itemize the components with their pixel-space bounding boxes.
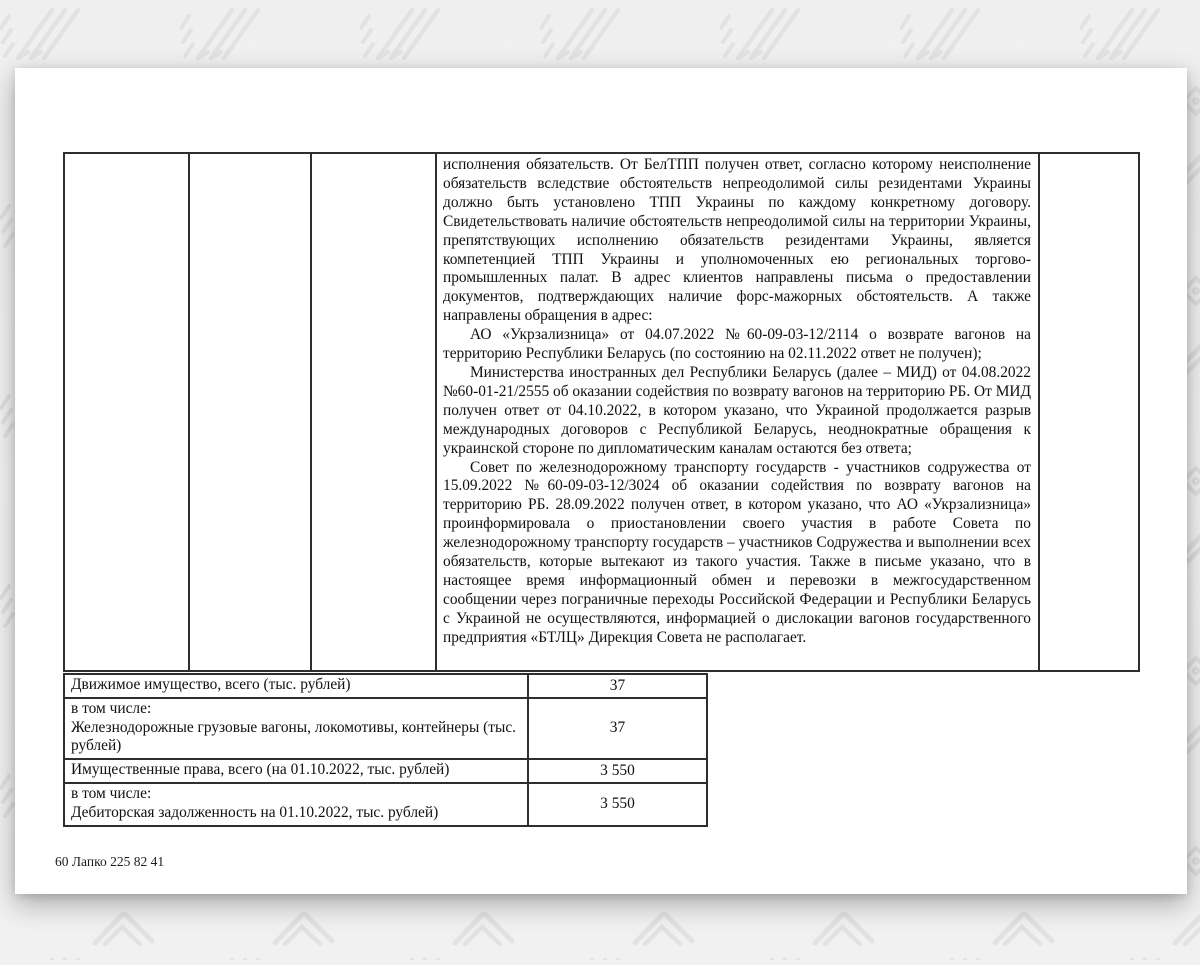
row-label: [65, 784, 529, 825]
property-table: [63, 673, 708, 827]
continuation-table: [63, 152, 1140, 672]
row-label-line: в том числе:: [71, 784, 152, 802]
row-value: 3 550: [600, 761, 635, 779]
table-cell-empty-1: [65, 154, 190, 670]
row-label-line: Имущественные права, всего (на 01.10.2022, тыс. рублей): [71, 761, 450, 779]
table-cell-empty-2: [190, 154, 312, 670]
row-label-line: в том числе:: [71, 699, 152, 717]
table-cell-empty-4: [1040, 154, 1138, 670]
row-label: [65, 675, 529, 697]
table-row: [65, 699, 706, 760]
table-row: [65, 675, 706, 699]
row-label-line: Движимое имущество, всего (тыс. рублей): [71, 676, 351, 693]
table-cell-empty-3: [312, 154, 437, 670]
row-value: 3 550: [600, 794, 635, 812]
row-label-line: Железнодорожные грузовые вагоны, локомотивы, контейнеры (тыс. рублей): [71, 718, 517, 755]
document-page: [15, 68, 1187, 894]
row-label: [65, 699, 529, 758]
row-value: 37: [609, 719, 626, 737]
paragraph-force-majeure: исполнения обязательств. От БелТПП получен ответ, согласно которому неисполнение обязательств вследствие обстоятельств непреодолимой силы резидентами Украины должно быть установлено ТПП Украины по каждому конкретному договору. Свидетельствовать наличие обстоятельств непреодолимой силы на территории Украины, препятствующих исполнению обязательств резидентами Украины, является компетенцией ТПП Украины и уполномоченных ею региональных торгово-промышленных палат. В адрес клиентов направлены письма о предоставлении документов, подтверждающих наличие форс-мажорных обстоятельств. А также направлены обращения в адрес:: [443, 156, 1031, 325]
paragraph-ukrzaliznytsia: АО «Укрзализница» от 04.07.2022 №60-09-03-12/2114 о возврате вагонов на территорию Республики Беларусь (по состоянию на 02.11.2022 ответ не получен);: [443, 326, 1031, 363]
row-label-line: Дебиторская задолженность на 01.10.2022, тыс. рублей): [71, 803, 439, 821]
page-footer-contact: 60 Лапко 225 82 41: [55, 854, 165, 869]
table-cell-body-text: [437, 154, 1040, 670]
table-row: [65, 760, 706, 784]
paragraph-mid: Министерства иностранных дел Республики Беларусь (далее – МИД) от 04.08.2022 №60-01-21/2555 об оказании содействия по возврату вагонов на территорию РБ. От МИД получен ответ от 04.10.2022, в котором указано, что Украиной продолжается разрыв международных договоров с Республикой Беларусь, неоднократные обращения к украинской стороне по дипломатическим каналам остаются без ответа;: [443, 363, 1032, 457]
row-value: 37: [609, 676, 626, 694]
table-row: [65, 784, 706, 825]
row-label: [65, 760, 529, 782]
paragraph-rail-council: Совет по железнодорожному транспорту государств - участников содружества от 15.09.2022 №60-09-03-12/3024 об оказании содействия по возврату вагонов на территорию РБ. 28.09.2022 получен ответ, в котором указано, что АО «Укрзализница» проинформировала о приостановлении своего участия в работе Совета по железнодорожному транспорту государств – участников Содружества и выполнении всех обязательств, которые вытекают из такого участия. Также в письме указано, что в настоящее время информационный обмен и перевозки в межгосударственном сообщении через пограничные переходы Российской Федерации и Республики Беларусь с Украиной не осуществляются, информацией о дислокации вагонов государственного предприятия «БТЛЦ» Дирекция Совета не располагает.: [443, 458, 1031, 646]
